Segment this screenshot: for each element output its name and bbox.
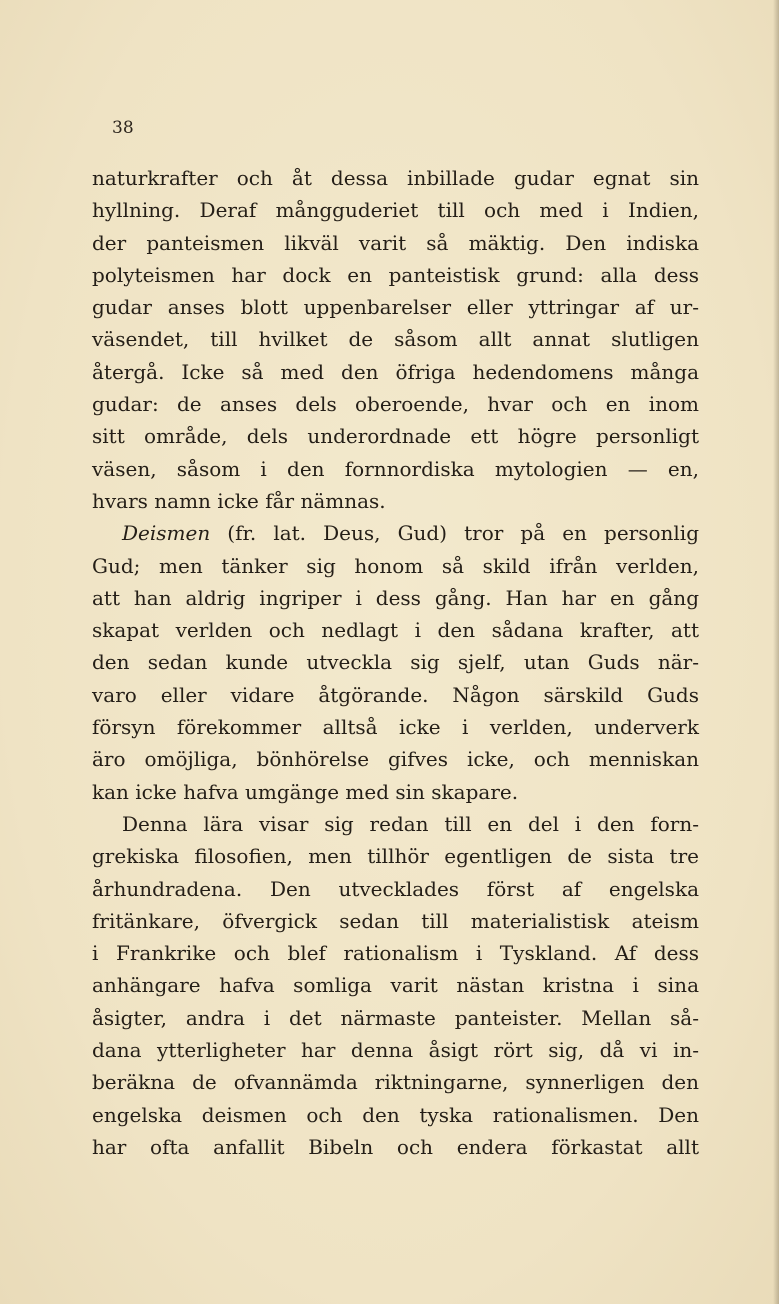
text-line [92,614,699,646]
line-text: väsendet, till hvilket de såsom allt annat slutligen [92,327,699,352]
line-text: äro omöjliga, bönhörelse gifves icke, och menniskan [92,747,699,772]
text-line [92,259,699,291]
text-line [92,453,699,485]
line-text: Gud; men tänker sig honom så skild ifrån verlden, [92,553,699,578]
text-line [92,679,699,711]
text-line [92,969,699,1001]
line-text: försyn förekommer alltså icke i verlden, underverk [92,715,699,740]
text-line [92,388,699,420]
line-text: grekiska filosofien, men tillhör egentligen de sista tre [92,844,699,869]
text-line [92,1066,699,1098]
text-line [92,517,699,549]
text-line [92,291,699,323]
line-text: väsen, såsom i den fornnordiska mytologien — en, [92,456,699,481]
text-line [92,323,699,355]
line-text: åsigter, andra i det närmaste panteister. Mellan så- [92,1005,699,1030]
line-text: naturkrafter och åt dessa inbillade gudar egnat sin [92,166,699,190]
text-line [92,646,699,678]
line-text: i Frankrike och blef rationalism i Tyskland. Af dess [92,941,699,966]
text-line [92,1002,699,1034]
line-text: den sedan kunde utveckla sig sjelf, utan Guds när- [92,650,699,675]
text-line [92,356,699,388]
line-text: fritänkare, öfvergick sedan till materialistisk ateism [92,908,699,933]
line-text: skapat verlden och nedlagt i den sådana krafter, att [92,618,699,643]
line-text: beräkna de ofvannämda riktningarne, synnerligen den [92,1070,699,1095]
text-line [92,227,699,259]
line-text: gudar anses blott uppenbarelser eller yttringar af ur- [92,295,699,320]
text-line [92,420,699,452]
line-text: anhängare hafva somliga varit nästan kristna i sina [92,973,699,998]
line-text: Denna lära visar sig redan till en del i den forn- [122,811,699,836]
text-line [92,743,699,775]
line-text: hvars namn icke får nämnas. [92,488,386,513]
text-line [92,582,699,614]
line-text: varo eller vidare åtgörande. Någon särskild Guds [92,682,699,707]
line-text: att han aldrig ingriper i dess gång. Han har en gång [92,585,699,610]
line-text: der panteismen likväl varit så mäktig. Den indiska [92,230,699,255]
body-text [92,162,699,1163]
text-line [92,711,699,743]
page-number: 38 [112,118,134,138]
line-text: återgå. Icke så med den öfriga hedendomens många [92,359,699,384]
text-line [92,1099,699,1131]
text-line [92,194,699,226]
line-text: (fr. lat. Deus, Gud) tror på en personlig [210,521,699,546]
text-line [92,937,699,969]
text-line [92,776,699,808]
text-line [92,1131,699,1163]
line-text: engelska deismen och den tyska rationalismen. Den [92,1102,699,1127]
text-line [92,840,699,872]
text-line [92,808,699,840]
text-line [92,873,699,905]
line-text: sitt område, dels underordnade ett högre personligt [92,424,699,449]
line-text: århundradena. Den utvecklades först af engelska [92,876,699,901]
text-line [92,162,699,194]
line-text: dana ytterligheter har denna åsigt rört sig, då vi in- [92,1038,699,1063]
text-line [92,1034,699,1066]
italic-term: Deismen [122,521,211,546]
text-line [92,905,699,937]
line-text: polyteismen har dock en panteistisk grund: alla dess [92,262,699,287]
line-text: kan icke hafva umgänge med sin skapare. [92,779,519,804]
line-text: har ofta anfallit Bibeln och endera förkastat allt [92,1134,699,1159]
line-text: gudar: de anses dels oberoende, hvar och en inom [92,392,699,417]
text-line [92,550,699,582]
text-line [92,485,699,517]
line-text: hyllning. Deraf mångguderiet till och med i Indien, [92,198,699,223]
page-edge-shadow [773,0,779,1304]
